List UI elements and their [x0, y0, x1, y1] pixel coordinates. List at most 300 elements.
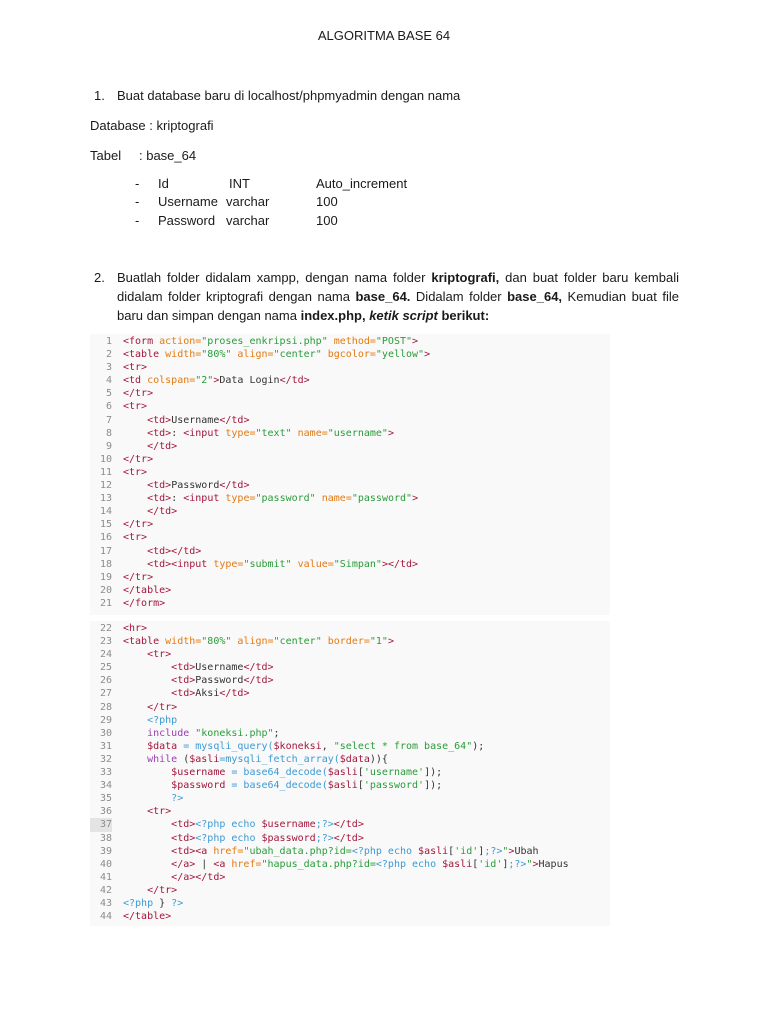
line-number: 31: [99, 740, 112, 752]
code-token: [123, 780, 171, 791]
line-number: 6: [105, 401, 112, 413]
code-text: [123, 805, 171, 818]
code-token: Password: [171, 480, 220, 492]
code-token: [123, 806, 147, 817]
code-token: ]);: [424, 767, 443, 779]
code-line: [90, 518, 610, 531]
code-token: ?>: [171, 793, 184, 805]
step1-text: Buat database baru di localhost/phpmyadmin dengan nama: [117, 88, 461, 103]
tabel-value: : base_64: [139, 148, 197, 163]
code-token: $data: [339, 753, 370, 765]
line-number: 36: [99, 806, 112, 818]
code-line: [90, 792, 610, 805]
code-token: "POST": [375, 336, 413, 347]
code-text: [123, 387, 153, 400]
code-line: [90, 361, 610, 374]
code-text: [123, 584, 171, 597]
code-token: align=: [231, 349, 274, 361]
code-token: href=: [213, 845, 244, 857]
code-token: <tr>: [123, 362, 148, 374]
step2-bold-subfolder: base_64.: [355, 289, 411, 304]
code-token: [123, 480, 147, 491]
code-line: [90, 571, 610, 584]
step2-text: dan buat folder baru kembali didalam folder kriptografi dengan nama: [117, 270, 679, 304]
code-token: width=: [165, 636, 202, 648]
code-token: "proses_enkripsi.php": [201, 336, 328, 347]
code-token: <td>: [171, 819, 196, 831]
code-token: <td><input: [147, 558, 214, 570]
code-text: [123, 661, 274, 674]
code-token: border=: [321, 636, 370, 648]
code-text: [123, 779, 442, 792]
field-type: INT: [229, 176, 250, 191]
field-extra: 100: [316, 213, 338, 228]
field-type: varchar: [226, 194, 270, 209]
step2-bold-italic: ketik script: [369, 308, 438, 323]
code-text: [123, 348, 430, 361]
code-token: <input: [183, 427, 226, 439]
code-text: [123, 635, 394, 648]
code-token: ": [502, 845, 509, 857]
line-number: 14: [99, 506, 112, 518]
code-token: [123, 872, 171, 883]
code-text: [123, 766, 442, 779]
code-token: [123, 559, 147, 570]
line-number: 25: [99, 662, 112, 674]
line-number: 4: [105, 375, 112, 387]
code-token: colspan=: [147, 375, 196, 387]
line-number: 24: [99, 649, 112, 661]
code-token: </td>: [147, 506, 178, 518]
code-token: <td>: [171, 688, 196, 700]
code-token: <td><a: [171, 845, 214, 857]
code-token: = base64_decode(: [225, 780, 328, 792]
code-line: [90, 400, 610, 413]
code-token: Username: [195, 662, 244, 674]
line-number: 17: [99, 545, 112, 557]
code-text: [123, 727, 280, 740]
code-line: [90, 845, 610, 858]
code-token: <tr>: [147, 649, 172, 661]
code-token: ]);: [424, 780, 443, 792]
code-token: "password": [255, 493, 316, 505]
code-token: "username": [327, 427, 388, 439]
code-token: [123, 767, 171, 778]
code-line: [90, 818, 610, 831]
code-token: [123, 546, 147, 557]
code-token: while: [147, 753, 184, 765]
line-number: 27: [99, 688, 112, 700]
code-text: [123, 753, 388, 766]
code-line: [90, 531, 610, 544]
code-token: [: [357, 767, 364, 779]
code-text: [123, 479, 249, 492]
code-token: </tr>: [147, 884, 178, 896]
code-line: [90, 545, 610, 558]
code-text: [123, 571, 153, 584]
code-token: </td>: [219, 688, 250, 700]
code-text: [123, 335, 418, 348]
line-number: 9: [105, 440, 112, 452]
code-token: $username: [261, 819, 316, 831]
line-number: 42: [99, 884, 112, 896]
code-text: [123, 518, 153, 531]
code-token: <tr>: [123, 401, 148, 413]
line-number: 34: [99, 780, 112, 792]
code-text: [123, 818, 364, 831]
code-token: 'id': [454, 845, 479, 857]
code-token: >: [213, 375, 220, 387]
code-token: type=: [225, 427, 256, 439]
code-text: [123, 622, 147, 635]
line-number: 35: [99, 793, 112, 805]
code-text: [123, 871, 225, 884]
code-text: [123, 558, 418, 571]
code-token: ></td>: [381, 558, 419, 570]
code-token: >: [424, 349, 431, 361]
code-token: 'password': [363, 780, 425, 792]
code-token: ]: [502, 858, 509, 870]
code-token: "Simpan": [333, 558, 382, 570]
code-text: [123, 858, 569, 871]
code-token: <a: [213, 858, 232, 870]
code-token: </tr>: [123, 519, 154, 531]
code-token: <td>: [171, 662, 196, 674]
code-line: [90, 335, 610, 348]
code-token: ": [526, 858, 533, 870]
code-text: [123, 453, 153, 466]
code-token: </td>: [147, 440, 178, 452]
code-token: <td: [123, 375, 148, 387]
code-text: [123, 545, 201, 558]
code-token: [: [357, 780, 364, 792]
line-number: 7: [105, 414, 112, 426]
code-token: = base64_decode(: [225, 767, 328, 779]
code-line: [90, 832, 610, 845]
code-text: [123, 531, 147, 544]
tabel-label: Tabel: [90, 148, 122, 163]
line-number: 3: [105, 362, 112, 374]
code-token: "submit": [243, 558, 292, 570]
code-token: "80%": [201, 349, 232, 361]
code-token: <?php echo: [195, 832, 262, 844]
code-line: [90, 701, 610, 714]
code-token: </tr>: [123, 571, 154, 583]
code-token: "yellow": [375, 349, 425, 361]
code-line: [90, 479, 610, 492]
code-token: <tr>: [147, 806, 172, 818]
code-line: [90, 897, 610, 910]
code-text: [123, 414, 249, 427]
line-number: 22: [99, 623, 112, 634]
code-token: </tr>: [123, 388, 154, 400]
code-token: <?php: [123, 897, 160, 909]
code-token: <hr>: [123, 623, 148, 634]
code-token: <input: [183, 493, 226, 505]
code-token: }: [159, 897, 172, 909]
code-token: [123, 675, 171, 686]
code-line: [90, 374, 610, 387]
code-token: <tr>: [123, 532, 148, 544]
code-token: type=: [225, 493, 256, 505]
line-number: 37: [90, 818, 112, 831]
line-number: 20: [99, 584, 112, 596]
code-token: [123, 428, 147, 439]
code-token: <td>: [171, 832, 196, 844]
code-text: [123, 910, 171, 923]
step2-number: 2.: [94, 270, 105, 285]
code-token: </tr>: [147, 701, 178, 713]
code-token: <td>: [147, 480, 172, 492]
code-text: [123, 440, 177, 453]
code-line: [90, 805, 610, 818]
code-line: [90, 584, 610, 597]
code-token: [123, 833, 171, 844]
code-token: $asli: [327, 780, 358, 792]
code-token: </td>: [219, 414, 250, 426]
line-number: 26: [99, 675, 112, 687]
code-token: >: [387, 427, 394, 439]
code-token: <?php: [147, 714, 178, 726]
code-token: $asli: [327, 767, 358, 779]
code-token: [: [448, 845, 455, 857]
code-token: >: [412, 493, 419, 505]
code-token: $data: [147, 740, 178, 752]
code-token: <form: [123, 336, 160, 347]
code-token: "center": [273, 349, 322, 361]
code-line: [90, 414, 610, 427]
field-name: Password: [158, 213, 216, 228]
code-line: [90, 858, 610, 871]
code-token: <table: [123, 636, 166, 648]
code-token: <td>: [147, 493, 172, 505]
code-token: [123, 859, 171, 870]
line-number: 2: [105, 349, 112, 361]
code-token: = mysqli_query(: [177, 740, 274, 752]
code-line: [90, 348, 610, 361]
step1-number: 1.: [94, 88, 105, 103]
code-block-1: [90, 334, 610, 615]
code-token: <?php echo: [375, 858, 443, 870]
code-line: [90, 505, 610, 518]
code-token: $password: [171, 780, 226, 792]
code-line: [90, 440, 610, 453]
line-number: 29: [99, 714, 112, 726]
code-text: [123, 701, 177, 714]
code-token: </table>: [123, 584, 172, 596]
code-text: [123, 884, 177, 897]
code-token: Username: [171, 414, 220, 426]
code-token: "koneksi.php": [195, 727, 274, 739]
code-token: <td>: [147, 427, 172, 439]
field-name: Id: [158, 176, 169, 191]
code-token: (: [183, 753, 190, 765]
code-line: [90, 427, 610, 440]
code-token: [: [472, 858, 479, 870]
code-token: :: [171, 493, 184, 505]
code-line: [90, 597, 610, 610]
code-token: [123, 819, 171, 830]
code-text: [123, 897, 183, 910]
code-token: </form>: [123, 597, 166, 609]
code-line: [90, 661, 610, 674]
code-line: [90, 871, 610, 884]
line-number: 32: [99, 753, 112, 765]
code-token: [123, 662, 171, 673]
field-dash: -: [135, 213, 140, 228]
code-token: ,: [321, 740, 334, 752]
line-number: 10: [99, 453, 112, 465]
field-dash: -: [135, 176, 140, 191]
code-token: method=: [327, 336, 376, 347]
code-token: </tr>: [123, 453, 154, 465]
code-token: [123, 506, 147, 517]
code-text: [123, 374, 310, 387]
code-line: [90, 910, 610, 923]
field-extra: Auto_increment: [316, 176, 408, 191]
code-token: )){: [369, 753, 388, 765]
code-line: [90, 558, 610, 571]
code-token: >: [532, 858, 539, 870]
code-token: [123, 493, 147, 504]
step2-text: Kemudian buat file baru dan simpan dengan nama: [117, 289, 679, 323]
step2-bold-folder: kriptografi,: [431, 270, 500, 285]
code-token: :: [171, 427, 184, 439]
field-type: varchar: [226, 213, 270, 228]
code-line: [90, 453, 610, 466]
code-token: );: [472, 740, 485, 752]
code-token: "center": [273, 636, 322, 648]
code-token: ?>: [171, 897, 184, 909]
step2-text: Didalam folder: [410, 289, 508, 304]
code-token: >: [412, 336, 419, 347]
code-token: [123, 754, 147, 765]
code-token: [123, 885, 147, 896]
code-token: [123, 415, 147, 426]
code-token: <td>: [147, 414, 172, 426]
code-token: <td></td>: [147, 545, 202, 557]
line-number: 1: [105, 336, 112, 347]
line-number: 12: [99, 480, 112, 492]
line-number: 30: [99, 727, 112, 739]
code-text: [123, 832, 364, 845]
code-token: ]: [478, 845, 485, 857]
code-text: [123, 845, 539, 858]
line-number: 28: [99, 701, 112, 713]
code-token: [123, 702, 147, 713]
code-token: [123, 846, 171, 857]
code-token: >: [508, 845, 515, 857]
line-number: 15: [99, 519, 112, 531]
code-token: </td>: [243, 662, 274, 674]
document-title: ALGORITMA BASE 64: [317, 28, 451, 43]
line-number: 41: [99, 871, 112, 883]
code-text: [123, 492, 418, 505]
code-token: $username: [171, 767, 226, 779]
code-token: width=: [165, 349, 202, 361]
code-token: value=: [291, 558, 334, 570]
field-extra: 100: [316, 194, 338, 209]
line-number: 16: [99, 532, 112, 544]
code-token: Ubah: [514, 845, 539, 857]
code-token: name=: [315, 493, 352, 505]
code-token: [123, 715, 147, 726]
line-number: 5: [105, 388, 112, 400]
line-number: 8: [105, 427, 112, 439]
code-token: =mysqli_fetch_array(: [219, 753, 340, 765]
code-token: <?php echo: [195, 819, 262, 831]
code-token: name=: [291, 427, 328, 439]
step2-paragraph: [117, 268, 679, 325]
code-text: [123, 687, 249, 700]
line-number: 18: [99, 558, 112, 570]
code-token: [123, 741, 147, 752]
code-line: [90, 492, 610, 505]
code-token: ;: [273, 727, 280, 739]
code-token: </table>: [123, 911, 172, 923]
code-token: [123, 728, 147, 739]
code-token: >: [387, 636, 394, 648]
step2-bold-filename: index.php,: [300, 308, 366, 323]
code-text: [123, 427, 394, 440]
code-text: [123, 505, 177, 518]
line-number: 21: [99, 597, 112, 609]
code-text: [123, 361, 147, 374]
code-token: $password: [261, 832, 316, 844]
line-number: 39: [99, 845, 112, 857]
code-text: [123, 466, 147, 479]
code-token: action=: [159, 336, 202, 347]
code-token: "hapus_data.php?id=: [261, 858, 376, 870]
code-token: "ubah_data.php?id=: [243, 845, 352, 857]
code-line: [90, 648, 610, 661]
line-number: 19: [99, 571, 112, 583]
code-line: [90, 779, 610, 792]
code-token: "80%": [201, 636, 232, 648]
code-line: [90, 714, 610, 727]
step2-text: Buatlah folder didalam xampp, dengan nama folder: [117, 270, 432, 285]
code-token: ;?>: [315, 832, 334, 844]
code-text: [123, 597, 165, 610]
code-token: ;?>: [315, 819, 334, 831]
code-token: </td>: [279, 375, 310, 387]
step2-bold-end: berikut:: [437, 308, 490, 323]
code-text: [123, 400, 147, 413]
code-token: ;?>: [484, 845, 503, 857]
code-line: [90, 466, 610, 479]
code-token: </td>: [243, 675, 274, 687]
code-token: $asli: [442, 858, 473, 870]
code-line: [90, 727, 610, 740]
code-token: bgcolor=: [321, 349, 376, 361]
code-token: <tr>: [123, 466, 148, 478]
code-token: type=: [213, 558, 244, 570]
code-token: Aksi: [195, 688, 220, 700]
field-name: Username: [158, 194, 218, 209]
code-line: [90, 674, 610, 687]
code-token: align=: [231, 636, 274, 648]
code-token: </a></td>: [171, 871, 226, 883]
code-token: </td>: [333, 832, 364, 844]
code-token: "1": [369, 636, 388, 648]
line-number: 11: [99, 466, 112, 478]
code-text: [123, 740, 484, 753]
line-number: 43: [99, 897, 112, 909]
code-token: </a>: [171, 858, 196, 870]
code-line: [90, 622, 610, 635]
code-line: [90, 635, 610, 648]
code-token: $asli: [189, 753, 220, 765]
